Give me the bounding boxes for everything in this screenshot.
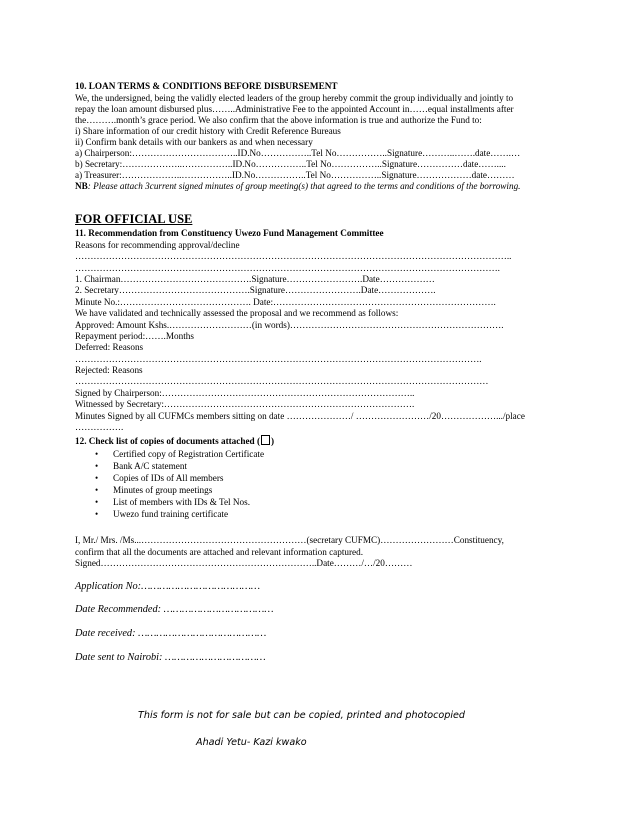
section-10-line: the……….month’s grace period. We also confirm that the above information is true and authorize the Fund to: <box>75 114 482 125</box>
section-12-heading-close: ) <box>271 436 275 446</box>
section-10-line: We, the undersigned, being the validly elected leaders of the group hereby commit the group individually and jointly to <box>75 92 514 103</box>
checklist-item-label: Bank A/C statement <box>113 460 188 471</box>
checklist-item <box>95 449 264 461</box>
section-10-heading: 10. LOAN TERMS & CONDITIONS BEFORE DISBURSEMENT <box>75 81 338 91</box>
footer-motto: Ahadi Yetu- Kazi kwako <box>196 737 307 748</box>
official-line: Rejected: Reasons <box>75 364 143 375</box>
nb-note <box>75 181 520 192</box>
secretary-signature-line: b) Secretary:………………..……………..ID.No……………..Tel No……………..Signature……………date…….... <box>75 158 506 169</box>
bullet-icon: • <box>95 460 99 471</box>
document-checklist <box>95 449 264 520</box>
confirmation-line: confirm that all the documents are attached and relevant information captured. <box>75 546 364 557</box>
date-recommended-field: Date Recommended: ……………………………… <box>75 604 274 615</box>
date-received-field: Date received: …………………………………… <box>75 628 267 639</box>
official-line: ……………………………………………………………………………………………………………………… <box>75 376 489 386</box>
treasurer-signature-line: a) Treasurer:………………..……………..ID.No……………..Tel No……………..Signature………………date……… <box>75 169 515 180</box>
nb-label: NB <box>75 181 88 191</box>
bullet-icon: • <box>95 449 99 459</box>
official-line: Approved: Amount Kshs.………………………(in words)……………………………………………………………. <box>75 319 504 330</box>
checklist-item <box>95 497 264 509</box>
checklist-item-label: Uwezo fund training certificate <box>113 508 229 519</box>
official-line: ……………. <box>75 421 124 432</box>
bullet-icon: • <box>95 472 99 483</box>
official-line: 1. Chairman…………………………………….Signature…………………….Date……………… <box>75 273 435 284</box>
official-use-heading: FOR OFFICIAL USE <box>75 212 193 226</box>
checklist-item-label: List of members with IDs & Tel Nos. <box>113 496 250 507</box>
nb-text: : Please attach 3current signed minutes of group meeting(s) that agreed to the terms and conditions of the borrowing. <box>87 181 521 191</box>
date-sent-field: Date sent to Nairobi: …………………………… <box>75 652 266 663</box>
section-10-line: repay the loan amount disbursed plus……..Administrative Fee to the appointed Account in……equal installments after <box>75 103 514 114</box>
confirmation-line: I, Mr./ Mrs. /Ms...………………………………………………(secretary CUFMC)……………………Constituency, <box>75 535 504 545</box>
official-line: Witnessed by Secretary:………………………………………………………………………. <box>75 399 415 409</box>
checklist-item <box>95 461 264 473</box>
official-line: Repayment period:…….Months <box>75 331 194 341</box>
checklist-item-label: Certified copy of Registration Certificate <box>113 449 265 459</box>
section-10-line: ii) Confirm bank details with our bankers as and when necessary <box>75 136 313 147</box>
confirmation-line: Signed……………………………………………………………..Date………/…/20……… <box>75 558 413 568</box>
bullet-icon: • <box>95 484 99 495</box>
section-12-heading-text: 12. Check list of copies of documents attached ( <box>75 436 261 446</box>
official-line: Deferred: Reasons <box>75 342 144 352</box>
official-line: ……………………………………………………………………………………………………………………. <box>75 353 482 364</box>
checklist-item <box>95 485 264 497</box>
checklist-item <box>95 473 264 485</box>
section-10-line: i) Share information of our credit history with Credit Reference Bureaus <box>75 125 341 136</box>
official-line: Signed by Chairperson:……………………………………………………………………….. <box>75 387 415 398</box>
official-line: Minutes Signed by all CUFMCs members sitting on date …………………/ ……………………/20……………….../place <box>75 410 525 421</box>
official-line: …………………………………………………………………………………………………………………………. <box>75 262 500 273</box>
official-line: We have validated and technically assessed the proposal and we recommend as follows: <box>75 308 399 318</box>
official-line: 2. Secretary…………………………………….Signature…………………….Date………………. <box>75 285 436 295</box>
application-no-field: Application No:………………………………… <box>75 581 261 592</box>
official-line: Reasons for recommending approval/decline <box>75 239 240 250</box>
section-12-heading <box>75 435 274 447</box>
bullet-icon: • <box>95 496 99 507</box>
official-line: Minute No.:……………………………………. Date:………………………………………………………………. <box>75 296 496 307</box>
section-11-heading: 11. Recommendation from Constituency Uwezo Fund Management Committee <box>75 228 384 238</box>
checkbox-icon <box>261 435 270 445</box>
official-line: …………………………………………………………………………………………………………………………….. <box>75 251 512 261</box>
chairperson-signature-line: a) Chairperson:……………………………..ID.No……………..Tel No……………..Signature………..…….date…….… <box>75 147 521 158</box>
checklist-item-label: Minutes of group meetings <box>113 484 213 495</box>
bullet-icon: • <box>95 508 99 519</box>
footer-note: This form is not for sale but can be copied, printed and photocopied <box>138 710 465 721</box>
checklist-item <box>95 509 264 521</box>
checklist-item-label: Copies of IDs of All members <box>113 472 224 483</box>
